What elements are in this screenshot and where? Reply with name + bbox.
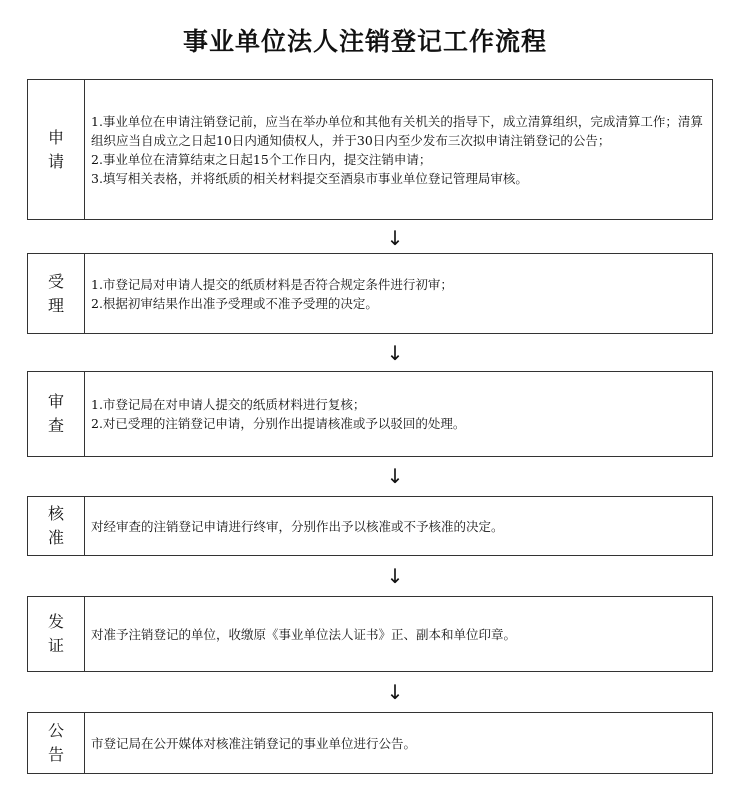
step-line: 1.市登记局对申请人提交的纸质材料是否符合规定条件进行初审；	[91, 276, 453, 292]
step-approve-label	[28, 497, 85, 555]
step-apply-label	[28, 80, 85, 219]
page-title: 事业单位法人注销登记工作流程	[182, 27, 547, 56]
step-review-label	[28, 372, 85, 456]
step-line: 对经审查的注销登记申请进行终审，分别作出予以核准或不予核准的决定。	[91, 518, 504, 534]
step-accept-box	[27, 253, 713, 334]
step-announce-box	[27, 712, 713, 774]
step-label-char: 证	[47, 636, 64, 655]
step-label-char: 公	[47, 721, 64, 740]
step-label-char: 申	[47, 127, 64, 147]
step-line: 1.市登记局在对申请人提交的纸质材料进行复核；	[91, 397, 366, 412]
step-label-char: 核	[47, 504, 64, 523]
arrow-down-icon: ↓	[386, 564, 404, 588]
step-review-content	[85, 372, 712, 456]
step-label-char: 受	[47, 271, 64, 291]
step-apply-content	[85, 80, 712, 219]
step-label-char: 查	[47, 416, 64, 435]
step-announce-label	[28, 713, 85, 773]
step-line: 2.根据初审结果作出准予受理或不准予受理的决定。	[91, 295, 378, 311]
step-label-char: 告	[47, 745, 64, 764]
step-line: 3.填写相关表格，并将纸质的相关材料提交至酒泉市事业单位登记管理局审核。	[91, 170, 528, 186]
step-line: 市登记局在公开媒体对核准注销登记的事业单位进行公告。	[91, 735, 417, 751]
step-approve-content	[85, 497, 712, 555]
step-line: 2.事业单位在清算结束之日起15个工作日内，提交注销申请；	[91, 151, 432, 167]
step-review-box	[27, 371, 713, 457]
step-line: 2.对已受理的注销登记申请，分别作出提请核准或予以驳回的处理。	[91, 416, 466, 431]
step-label-char: 发	[47, 612, 64, 631]
step-certificate-label	[28, 597, 85, 671]
step-label-char: 请	[47, 151, 64, 171]
arrow-down-icon: ↓	[386, 680, 404, 704]
arrow-down-icon: ↓	[386, 226, 404, 250]
step-line: 1.事业单位在申请注销登记前，应当在举办单位和其他有关机关的指导下，成立清算组织，完成清算工作；清算组织应当自成立之日起10日内通知债权人，并于30日内至少发布三次拟申请注销登记的公告；	[91, 113, 703, 148]
step-label-char: 理	[47, 295, 64, 315]
step-certificate-box	[27, 596, 713, 672]
step-line: 对准予注销登记的单位，收缴原《事业单位法人证书》正、副本和单位印章。	[91, 626, 517, 642]
step-accept-label	[28, 254, 85, 333]
step-apply-box	[27, 79, 713, 220]
step-approve-box	[27, 496, 713, 556]
step-announce-content	[85, 713, 712, 773]
step-label-char: 审	[47, 392, 64, 411]
step-label-char: 准	[47, 528, 64, 547]
arrow-down-icon: ↓	[386, 464, 404, 488]
arrow-down-icon: ↓	[386, 341, 404, 365]
step-certificate-content	[85, 597, 712, 671]
step-accept-content	[85, 254, 712, 333]
